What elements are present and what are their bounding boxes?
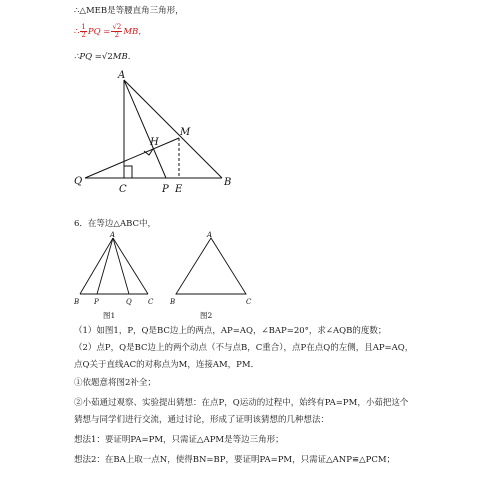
label-Q: Q xyxy=(74,176,83,187)
fig1-label-A: A xyxy=(110,231,116,239)
fig1-segment-AQ xyxy=(113,238,129,294)
idea-2: 想法2：在BA上取一点N，使得BN=BP，要证明PA=PM，只需证△ANP≌△PCM； xyxy=(74,455,396,465)
fig1-segment-AP xyxy=(97,238,113,294)
fig1-label-B: B xyxy=(74,298,80,306)
label-B: B xyxy=(224,177,232,188)
fig1-label-C: C xyxy=(148,298,154,306)
segment-AP xyxy=(124,80,166,178)
conclusion-line-3: ∴PQ =√2MB. xyxy=(74,52,131,62)
fig1-side-AC xyxy=(113,238,148,294)
fig2-triangle xyxy=(176,238,246,294)
fig1-side-AB xyxy=(80,238,113,294)
fig2-label-C: C xyxy=(246,298,252,306)
segment-AB xyxy=(124,80,222,178)
label-H: H xyxy=(150,137,159,148)
fig2-caption: 图2 xyxy=(200,311,213,320)
label-P: P xyxy=(162,184,169,195)
problem-6-title: 6．在等边△ABC中， xyxy=(74,219,156,229)
problem-6-figures xyxy=(0,228,480,324)
fig1-caption: 图1 xyxy=(103,311,116,320)
geometry-figure-top xyxy=(0,0,480,210)
question-2-line-1: （2）点P，Q是BC边上的两个动点（不与点B，C重合），点P在点Q的左侧，且AP=AQ， xyxy=(74,343,414,353)
fraction-root2-over-2: $\frac{√2}{2}$ xyxy=(112,23,122,39)
idea-1: 想法1：要证明PA=PM，只需证△APM是等边三角形； xyxy=(74,435,284,445)
conclusion-line-1: ∴△MEB是等腰直角三角形， xyxy=(74,6,184,16)
question-1: （1）如图1，P，Q是BC边上的两点，AP=AQ，∠BAP=20°，求∠AQB的度数； xyxy=(74,326,387,336)
fig1-label-Q: Q xyxy=(126,298,132,306)
question-2-line-2: 点Q关于直线AC的对称点为M，连接AM，PM． xyxy=(74,360,260,370)
label-C: C xyxy=(119,184,127,195)
equation-mid: PQ = xyxy=(87,27,111,37)
label-E: E xyxy=(175,184,183,195)
subquestion-2-line-2: 猜想与同学们进行交流，通过讨论，形成了证明该猜想的几种想法： xyxy=(74,415,330,425)
right-angle-C xyxy=(124,166,132,178)
fig1-label-P: P xyxy=(94,298,99,306)
fig2-label-B: B xyxy=(170,298,176,306)
sqrt-two: √2 xyxy=(101,52,113,62)
equation-suffix: MB， xyxy=(123,27,147,37)
label-M: M xyxy=(180,127,191,138)
subquestion-2-line-1: ②小茹通过观察、实验提出猜想：在点P，Q运动的过程中，始终有PA=PM，小茹把这个 xyxy=(74,398,409,408)
therefore-symbol: ∴ xyxy=(74,27,80,37)
fig2-label-A: A xyxy=(207,231,213,239)
fraction-half: $\frac{1}{2}$ xyxy=(81,23,86,39)
subquestion-1: ①依题意将图2补全； xyxy=(74,378,156,388)
label-A: A xyxy=(118,70,126,81)
